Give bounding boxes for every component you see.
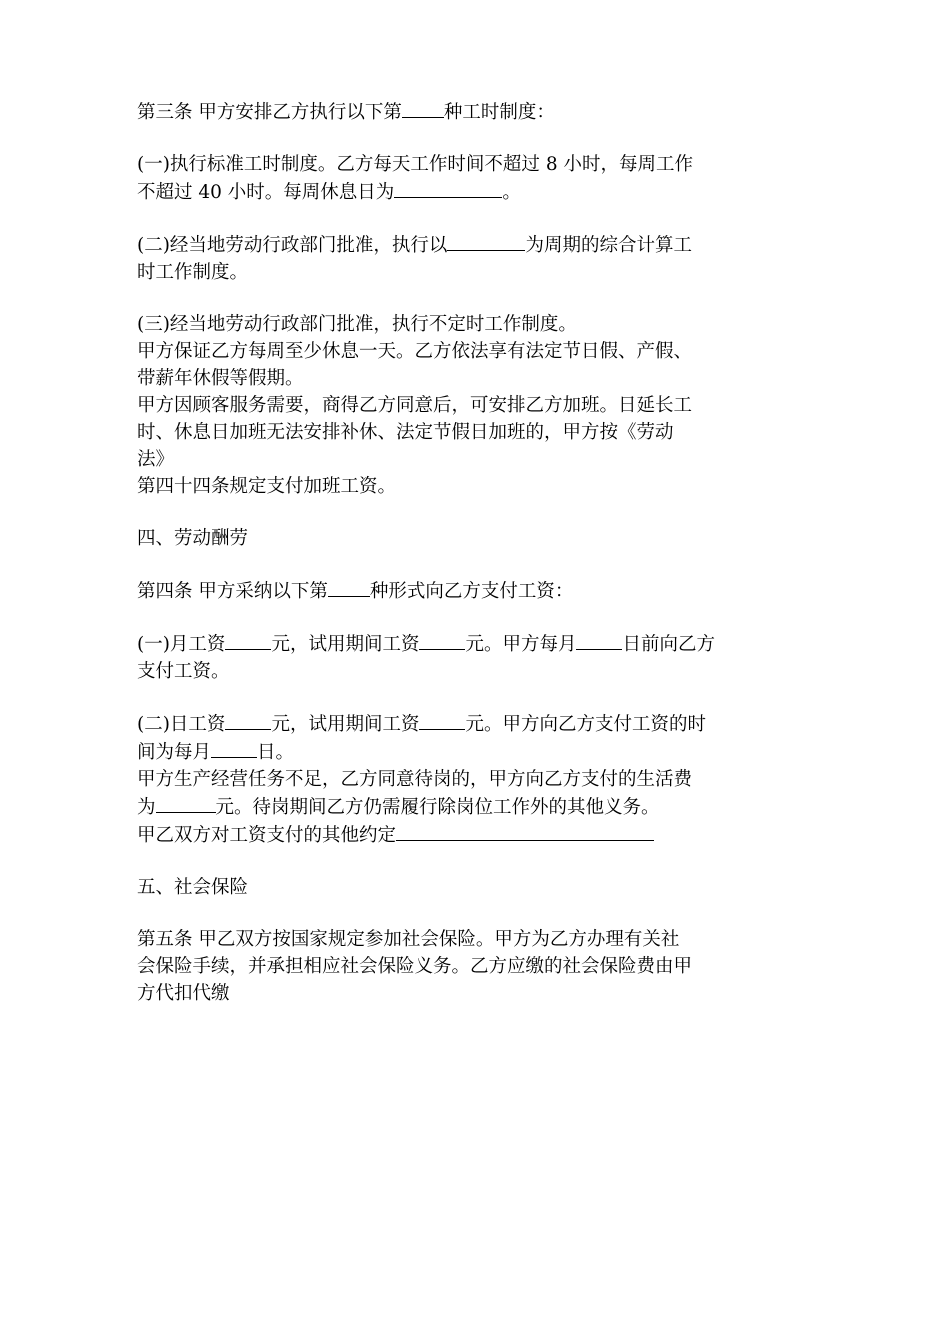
fill-in-blank[interactable] [447, 231, 525, 251]
section-heading-remuneration: 四、劳动酬劳 [137, 528, 249, 549]
article-3 [137, 98, 827, 126]
paragraph-line [137, 738, 827, 766]
fill-in-blank[interactable] [576, 630, 622, 650]
text-segment: (二)日工资 [137, 714, 226, 735]
fill-in-blank[interactable] [419, 710, 465, 730]
paragraph-line: 甲方因顾客服务需要，商得乙方同意后，可安排乙方加班。日延长工 [137, 395, 693, 416]
text-segment: 元，试用期间工资 [271, 714, 420, 735]
paragraph-line [137, 178, 827, 206]
text-segment: 第四条 甲方采纳以下第 [137, 581, 328, 602]
text-segment: 种形式向乙方支付工资： [369, 581, 574, 602]
text-segment: 不超过 40 小时。每周休息日为 [137, 182, 395, 203]
text-segment: 元，试用期间工资 [271, 634, 420, 655]
fill-in-blank[interactable] [396, 821, 654, 841]
fill-in-blank[interactable] [419, 630, 465, 650]
paragraph-line: 会保险手续，并承担相应社会保险义务。乙方应缴的社会保险费由甲 [137, 956, 693, 977]
fill-in-blank[interactable] [225, 710, 271, 730]
article-3-text-end: 种工时制度： [443, 102, 555, 123]
option-comprehensive-hours [137, 231, 827, 286]
option-standard-hours [137, 151, 827, 206]
paragraph-line [137, 821, 827, 849]
article-3-text-start: 第三条 甲方安排乙方执行以下第 [137, 102, 402, 123]
text-segment: 为 [137, 797, 156, 818]
paragraph-line: 第四十四条规定支付加班工资。 [137, 476, 397, 497]
paragraph-line: 带薪年休假等假期。 [137, 368, 304, 389]
paragraph-line: 法》 [137, 449, 175, 470]
fill-in-blank[interactable] [328, 577, 370, 597]
fill-in-blank[interactable] [402, 98, 444, 118]
fill-in-blank[interactable] [225, 630, 271, 650]
paragraph-line: 支付工资。 [137, 661, 230, 682]
text-segment: 日前向乙方 [622, 634, 715, 655]
paragraph-line: (三)经当地劳动行政部门批准，执行不定时工作制度。 [137, 314, 577, 335]
text-segment: 元。甲方向乙方支付工资的时 [465, 714, 706, 735]
text-segment: (二)经当地劳动行政部门批准，执行以 [137, 235, 448, 256]
paragraph-line [137, 793, 827, 821]
paragraph-line [137, 710, 827, 738]
fill-in-blank[interactable] [211, 738, 257, 758]
paragraph-line: 时、休息日加班无法安排补休、法定节假日加班的，甲方按《劳动 [137, 422, 674, 443]
paragraph-line: 第五条 甲乙双方按国家规定参加社会保险。甲方为乙方办理有关社 [137, 929, 680, 950]
paragraph-line: (一)执行标准工时制度。乙方每天工作时间不超过 8 小时，每周工作 [137, 154, 693, 175]
text-segment: 间为每月 [137, 742, 212, 763]
option-daily-wage [137, 710, 827, 849]
fill-in-blank[interactable] [156, 793, 216, 813]
text-segment: 甲乙双方对工资支付的其他约定 [137, 825, 397, 846]
text-segment: 为周期的综合计算工 [525, 235, 692, 256]
paragraph-line: 方代扣代缴 [137, 983, 230, 1004]
fill-in-blank[interactable] [394, 178, 502, 198]
text-segment: 元。待岗期间乙方仍需履行除岗位工作外的其他义务。 [215, 797, 660, 818]
paragraph-line: 甲方生产经营任务不足，乙方同意待岗的，甲方向乙方支付的生活费 [137, 769, 693, 790]
article-4 [137, 577, 827, 605]
article-5 [137, 926, 827, 1007]
text-segment: 。 [502, 182, 521, 203]
document-body [137, 98, 827, 1007]
option-monthly-wage [137, 630, 827, 685]
text-segment: 元。甲方每月 [465, 634, 577, 655]
section-heading-social-insurance: 五、社会保险 [137, 877, 249, 898]
paragraph-line: 甲方保证乙方每周至少休息一天。乙方依法享有法定节日假、产假、 [137, 341, 693, 362]
text-segment: (一)月工资 [137, 634, 226, 655]
option-flexible-hours [137, 311, 827, 500]
paragraph-line: 时工作制度。 [137, 262, 249, 283]
paragraph-line [137, 630, 827, 658]
paragraph-line [137, 231, 827, 259]
text-segment: 日。 [257, 742, 295, 763]
